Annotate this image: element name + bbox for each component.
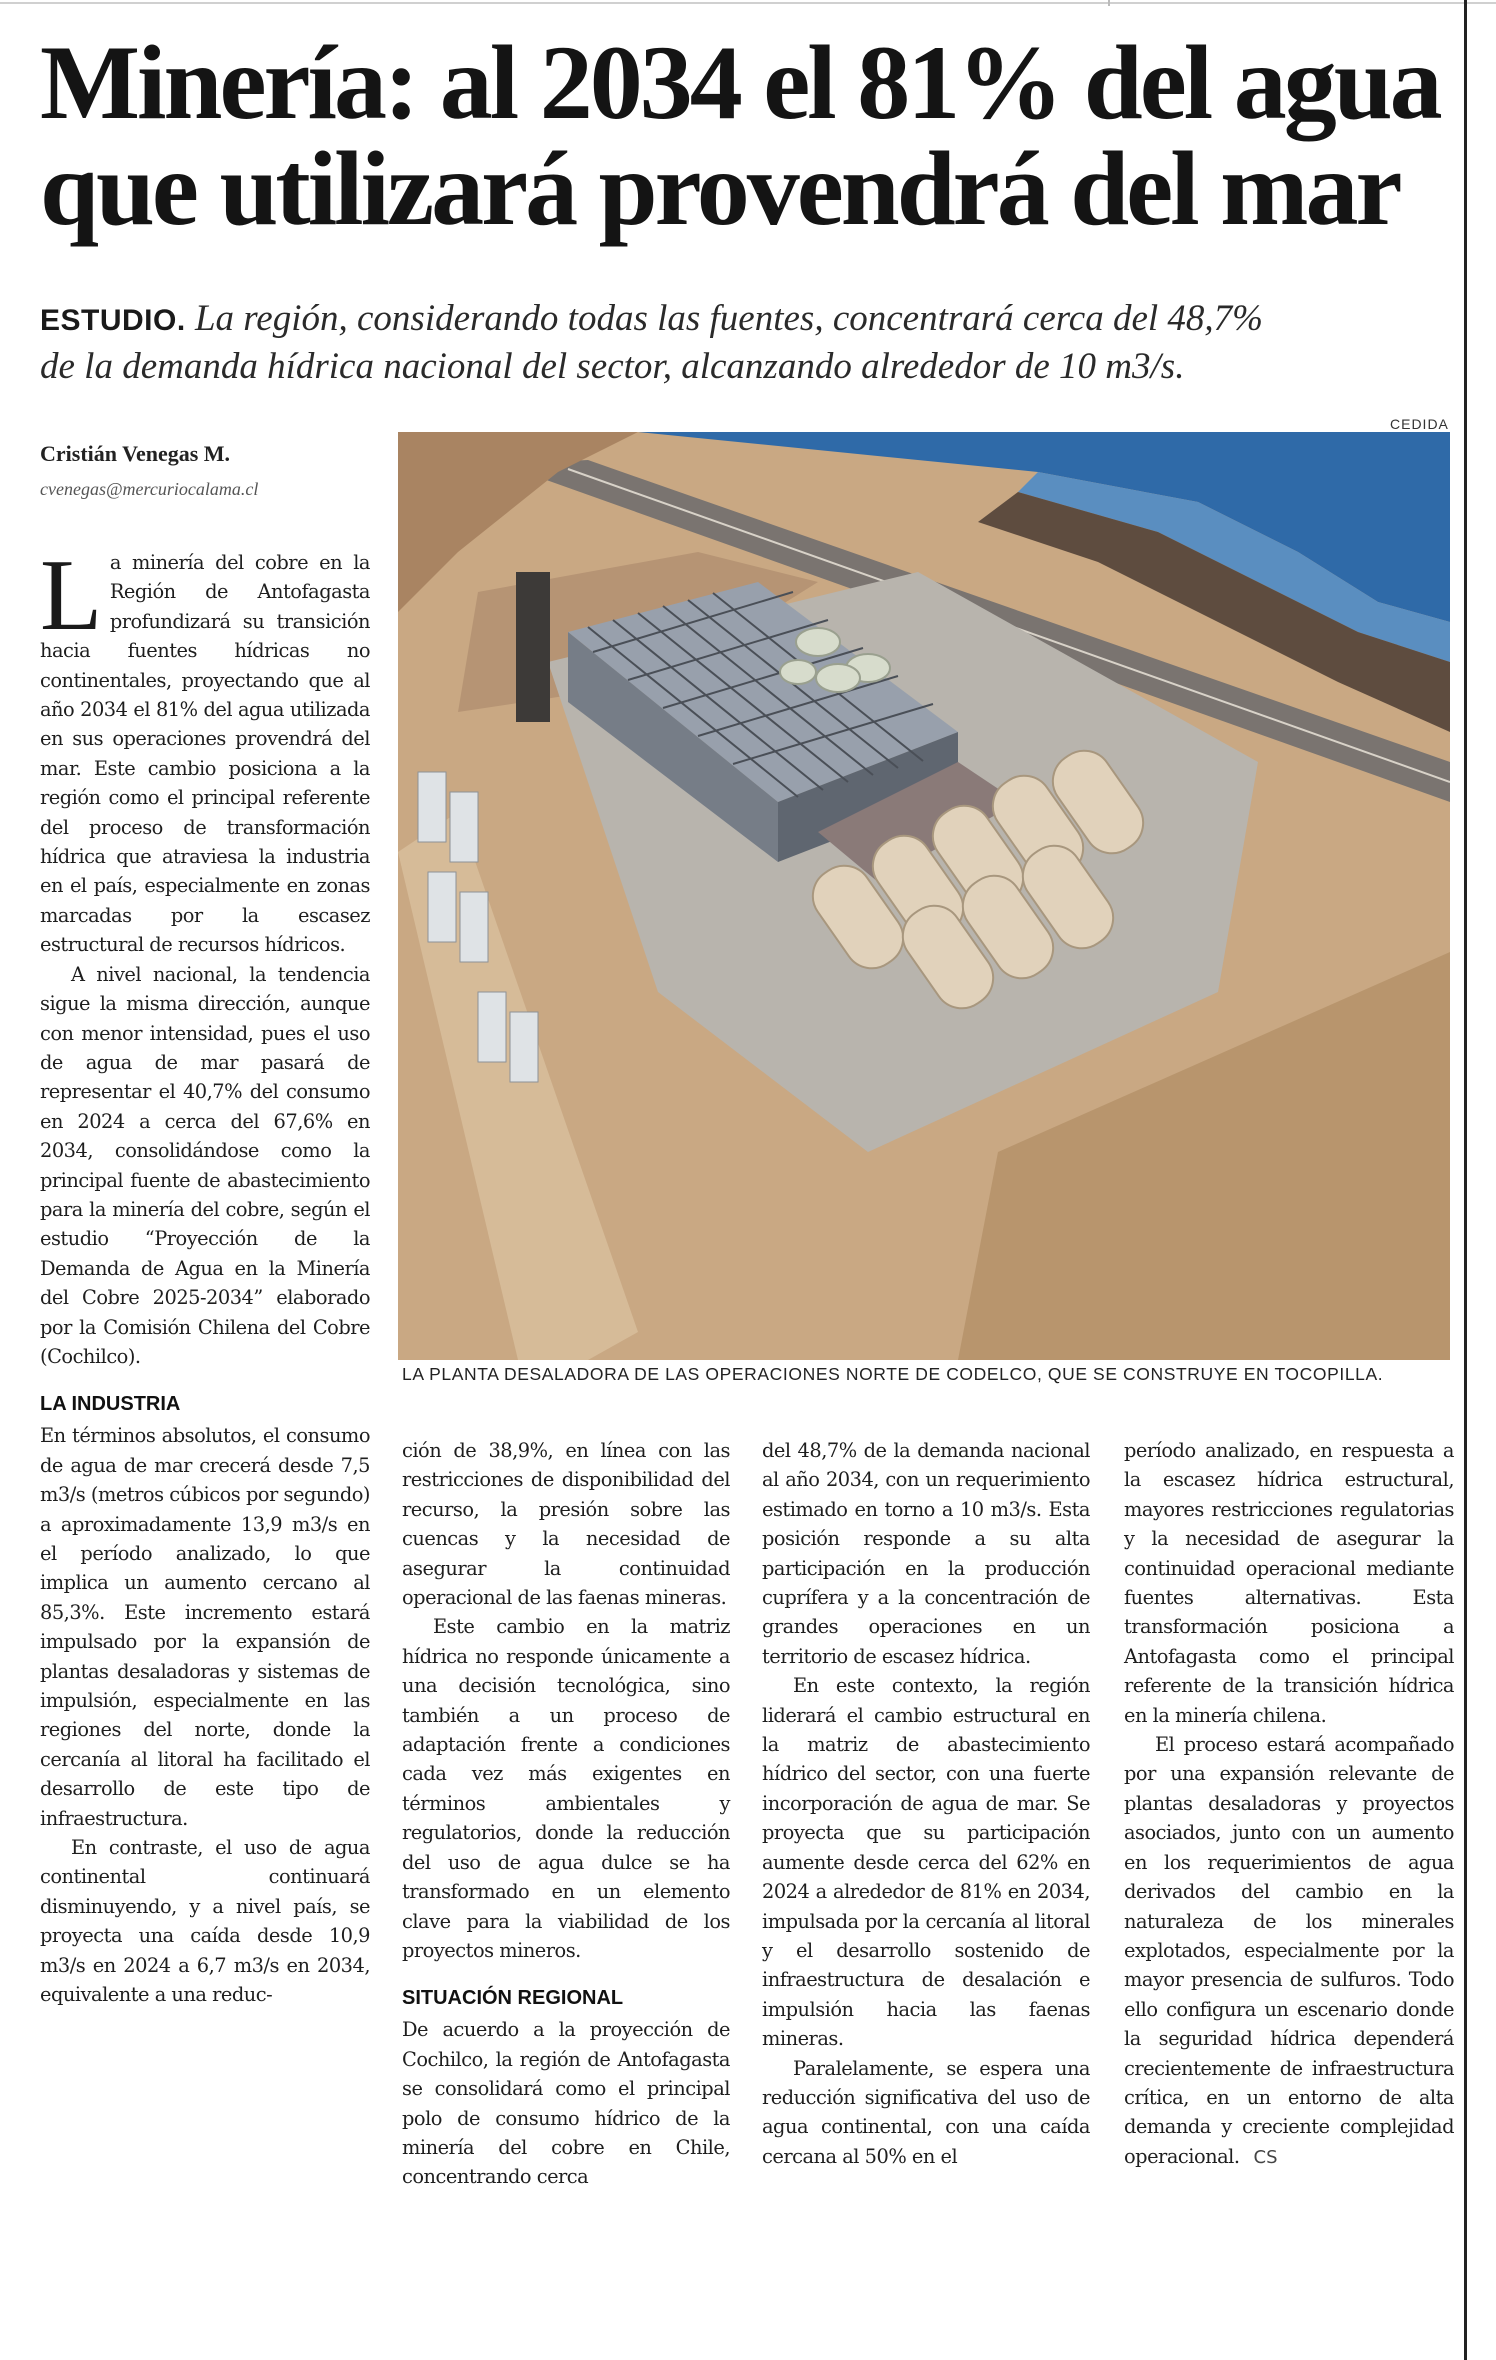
dek-text-1: La región, considerando todas las fuentes, concentrará cerca del 48,7% [194,298,1263,339]
article-column-4 [1124,1436,1454,2172]
paragraph: ción de 38,9%, en línea con las restricciones de disponibilidad del recurso, la presión sobre las cuencas y la necesidad de asegurar la continuidad operacional de las faenas mineras. [402,1439,730,1610]
photo-credit: CEDIDA [1390,416,1449,432]
dek-line-2: de la demanda hídrica nacional del sector, alcanzando alrededor de 10 m3/s. [40,346,1185,387]
subhead-la-industria: LA INDUSTRIA [40,1393,181,1416]
right-column-rule [1464,0,1467,2360]
paragraph: En términos absolutos, el consumo de agua de mar crecerá desde 7,5 m3/s (metros cúbicos por segundo) a aproximadamente 13,9 m3/s en el período analizado, lo que implica un aumento cercano al 85,3%. Este incremento estará impulsado por la expansión de plantas desaladoras y sistemas de impulsión, especialmente en las regiones del norte, donde la cercanía al litoral ha facilitado el desarrollo de este tipo de infraestructura. [40,1424,370,1830]
drop-cap: L [40,539,102,652]
photo-tower [516,572,550,722]
paragraph [1124,1730,1454,2172]
paragraph-text: El proceso estará acompañado por una expansión relevante de plantas desaladoras y proyectos asociados, junto con un aumento en los requerimientos de agua derivados del cambio en la naturaleza de los minerales explotados, especialmente por la mayor presencia de sulfuros. Todo ello configura un escenario donde la seguridad hídrica dependerá crecientemente de infraestructura crítica, en un entorno de alta demanda y creciente complejidad operacional. [1124,1733,1454,2168]
paragraph-text: a minería del cobre en la Región de Antofagasta profundizará su transición hacia fuentes hídricas no continentales, proyectando que al año 2034 el 81% del agua utilizada en sus operaciones provendrá del mar. Este cambio posiciona a la región como el principal referente del proceso de transformación hídrica que atraviesa la industria en el país, especialmente en zonas marcadas por la escasez estructural de recursos hídricos. [40,551,370,957]
byline [40,440,380,502]
dek [40,296,1440,390]
author-name: Cristián Venegas M. [40,441,231,466]
paragraph: En contraste, el uso de agua continental continuará disminuyendo, y a nivel país, se proyecta una caída desde 10,9 m3/s en 2024 a 6,7 m3/s en 2034, equivalente a una reduc- [40,1836,370,2007]
article-column-3 [762,1436,1090,2171]
paragraph [40,539,370,960]
headline-line-2: que utilizará provendrá del mar [40,130,1400,247]
subhead-situacion-regional: SITUACIÓN REGIONAL [402,1987,624,2010]
paragraph: De acuerdo a la proyección de Cochilco, la región de Antofagasta se consolidará como el principal polo de consumo hídrico de la minería del cobre en Chile, concentrando cerca [402,2018,730,2189]
paragraph: A nivel nacional, la tendencia sigue la misma dirección, aunque con menor intensidad, pues el uso de agua de mar pasará de representar el 40,7% del consumo en 2024 a cerca del 67,6% en 2034, consolidándose como la principal fuente de abastecimiento para la minería del cobre, según el estudio “Proyección de la Demanda de Agua en la Minería del Cobre 2025-2034” elaborado por la Comisión Chilena del Cobre (Cochilco). [40,962,370,1368]
headline-line-1: Minería: al 2034 el 81% del agua [40,24,1440,141]
headline [40,24,1440,247]
paragraph: En este contexto, la región liderará el cambio estructural en la matriz de abastecimiento hídrico del sector, con una fuerte incorporación de agua de mar. Se proyecta que su participación aumente desde cerca del 62% en 2024 a alrededor de 81% en 2034, impulsada por la cercanía al litoral y el desarrollo sostenido de infraestructura de desalación e impulsión hacia las faenas mineras. [762,1674,1090,2051]
author-email: cvenegas@mercuriocalama.cl [40,479,259,499]
paragraph: período analizado, en respuesta a la escasez hídrica estructural, mayores restricciones regulatorias y la necesidad de asegurar la continuidad operacional mediante fuentes alternativas. Esta transformación posiciona a Antofagasta como el principal referente de la transición hídrica en la minería chilena. [1124,1439,1454,1727]
end-mark: CS [1253,2146,1278,2168]
paragraph: del 48,7% de la demanda nacional al año 2034, con un requerimiento estimado en torno a 10 m3/s. Esta posición responde a su alta participación en la producción cuprífera y a la concentración de grandes operaciones en un territorio de escasez hídrica. [762,1439,1090,1668]
dek-line-1 [40,296,1440,344]
article-column-2 [402,1436,730,2192]
paragraph: Paralelamente, se espera una reducción significativa del uso de agua continental, con una caída cercana al 50% en el [762,2056,1090,2168]
top-rule-tick [1108,0,1110,6]
top-rule [0,2,1496,4]
desalination-plant-photo [398,432,1450,1360]
photo-caption: LA PLANTA DESALADORA DE LAS OPERACIONES NORTE DE CODELCO, QUE SE CONSTRUYE EN TOCOPILLA. [402,1364,1384,1384]
paragraph: Este cambio en la matriz hídrica no responde únicamente a una decisión tecnológica, sino también a un proceso de adaptación frente a condiciones cada vez más exigentes en términos ambientales y regulatorios, donde la reducción del uso de agua dulce se ha transformado en un elemento clave para la viabilidad de los proyectos mineros. [402,1615,730,1962]
article-column-1 [40,539,370,2010]
dek-label: ESTUDIO. [40,304,186,337]
